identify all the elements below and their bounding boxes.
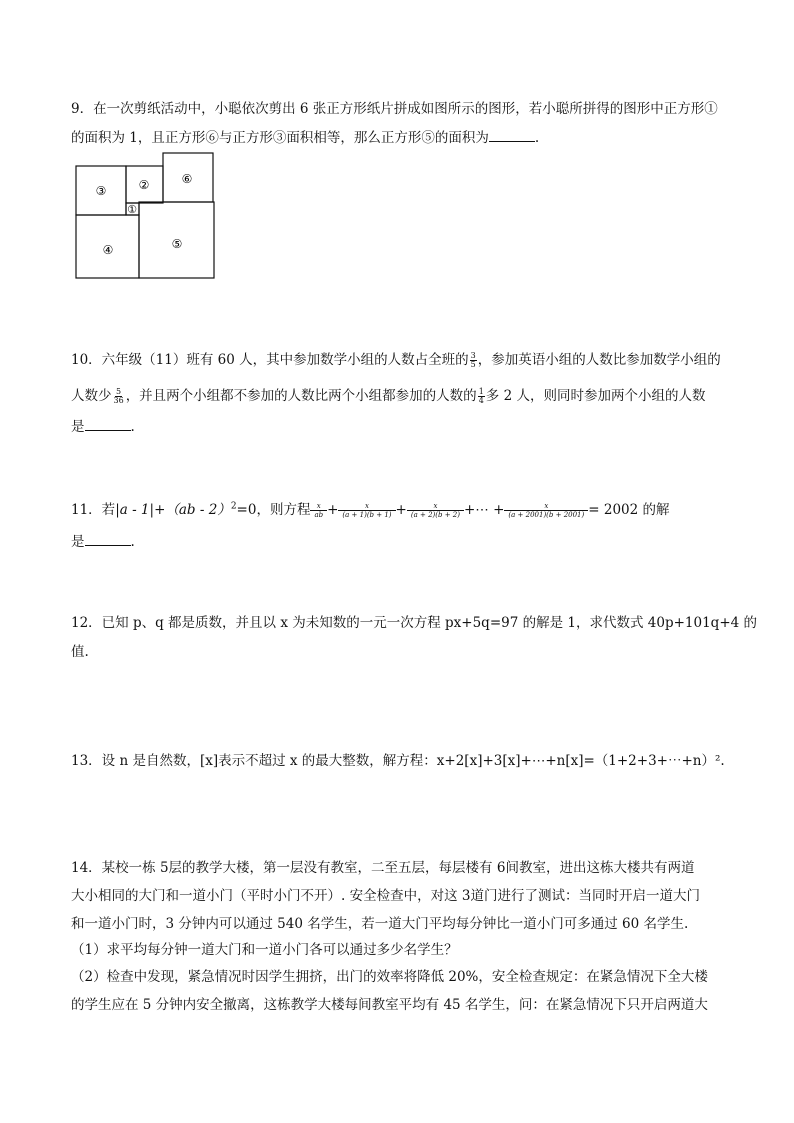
q14-line5: （2）检查中发现，紧急情况时因学生拥挤，出门的效率将降低 20%，安全检查规定：在紧急情况下全大楼	[71, 969, 708, 985]
q9-line2-end: .	[534, 130, 540, 146]
label-6: ⑥	[181, 172, 193, 186]
plus-sign: +	[395, 502, 407, 518]
q14-line4: （1）求平均每分钟一道大门和一道小门各可以通过多少名学生？	[71, 942, 458, 958]
frac-num: 3	[470, 350, 476, 360]
q10-text-c: 人数少	[71, 388, 112, 404]
q11-line1	[71, 498, 670, 519]
equals-value: = 2002	[588, 502, 639, 518]
fraction-5-36	[113, 388, 125, 406]
q11-text-c: 的解	[642, 502, 670, 518]
label-5: ⑤	[171, 237, 183, 251]
q10-text-b: ，参加英语小组的人数比参加数学小组的	[477, 352, 721, 368]
q9-line2	[71, 126, 539, 146]
frac-num: 1	[478, 386, 484, 396]
frac-den: 4	[478, 396, 484, 405]
q14-line6: 的学生应在 5 分钟内安全撤离，这栋教学大楼每间教室平均有 45 名学生，问：在紧急情况下只开启两道大	[71, 997, 708, 1013]
q11-abs-expr: |a - 1|+（ab - 2）	[115, 502, 231, 518]
q14-line1: 14．某校一栋 5层的教学大楼，第一层没有教室，二至五层，每层楼有 6间教室，进出这栋大楼共有两道	[71, 860, 695, 876]
frac-den: 36	[113, 396, 124, 405]
ellipsis-plus: +⋯ +	[463, 502, 505, 518]
q12-line1: 12．已知 p、q 都是质数，并且以 x 为未知数的一元一次方程 px+5q=97 的解是 1，求代数式 40p+101q+4 的	[71, 615, 758, 631]
term-num: x	[338, 502, 395, 511]
q11-line2	[71, 530, 135, 550]
label-2: ②	[138, 178, 150, 192]
frac-num: 5	[116, 386, 122, 396]
term-2	[340, 502, 393, 519]
frac-den: 5	[470, 360, 476, 369]
plus-sign: +	[327, 502, 339, 518]
label-1: ①	[127, 203, 137, 216]
fraction-1-4	[478, 388, 485, 406]
q10-text-g: .	[130, 419, 135, 435]
term-num: x	[310, 502, 327, 511]
q10-line1	[71, 348, 721, 369]
q10-line2	[71, 384, 705, 405]
q12-line2: 值.	[71, 644, 89, 660]
term-den: (a + 2)(b + 2)	[410, 511, 460, 519]
q10-text-a: 10．六年级（11）班有 60 人，其中参加数学小组的人数占全班的	[71, 352, 469, 368]
label-3: ③	[95, 184, 107, 198]
label-4: ④	[102, 243, 114, 257]
fraction-3-5	[470, 352, 477, 370]
q9-line1: 9．在一次剪纸活动中，小聪依次剪出 6 张正方形纸片拼成如图所示的图形，若小聪所拼得的图形中正方形①	[71, 101, 718, 117]
q9-line2-text: 的面积为 1，且正方形⑥与正方形③面积相等，那么正方形⑤的面积为	[71, 130, 489, 146]
term-den: ab	[314, 511, 324, 519]
answer-blank	[85, 417, 131, 431]
q10-text-e: 多 2 人，则同时参加两个小组的人数	[485, 388, 706, 404]
q11-square: 2	[230, 501, 237, 512]
term-den: (a + 2001)(b + 2001)	[508, 511, 585, 519]
answer-blank	[489, 128, 535, 142]
term-num: x	[407, 502, 464, 511]
q11-text-e: .	[130, 534, 135, 550]
q11-text-d: 是	[71, 534, 85, 550]
q11-text-b: =0，则方程	[236, 502, 311, 518]
term-4	[506, 502, 586, 519]
q13-line1: 13．设 n 是自然数，[x]表示不超过 x 的最大整数，解方程：x+2[x]+3[x]+⋯+n[x]=（1+2+3+⋯+n）².	[71, 753, 725, 769]
q11-text-a: 11．若	[71, 502, 116, 518]
q10-text-d: ，并且两个小组都不参加的人数比两个小组都参加的人数的	[125, 388, 477, 404]
q14-line3: 和一道小门时，3 分钟内可以通过 540 名学生，若一道大门平均每分钟比一道小门可多通过 60 名学生.	[71, 916, 689, 932]
term-3	[409, 502, 462, 519]
q10-line3	[71, 415, 135, 435]
term-1	[312, 502, 325, 519]
answer-blank	[85, 532, 131, 546]
q10-text-f: 是	[71, 419, 85, 435]
q14-line2: 大小相同的大门和一道小门（平时小门不开）. 安全检查中，对这 3道门进行了测试：当同时开启一道大门	[71, 888, 700, 904]
q9-squares-figure	[72, 150, 218, 282]
term-num: x	[504, 502, 588, 511]
term-den: (a + 1)(b + 1)	[342, 511, 392, 519]
